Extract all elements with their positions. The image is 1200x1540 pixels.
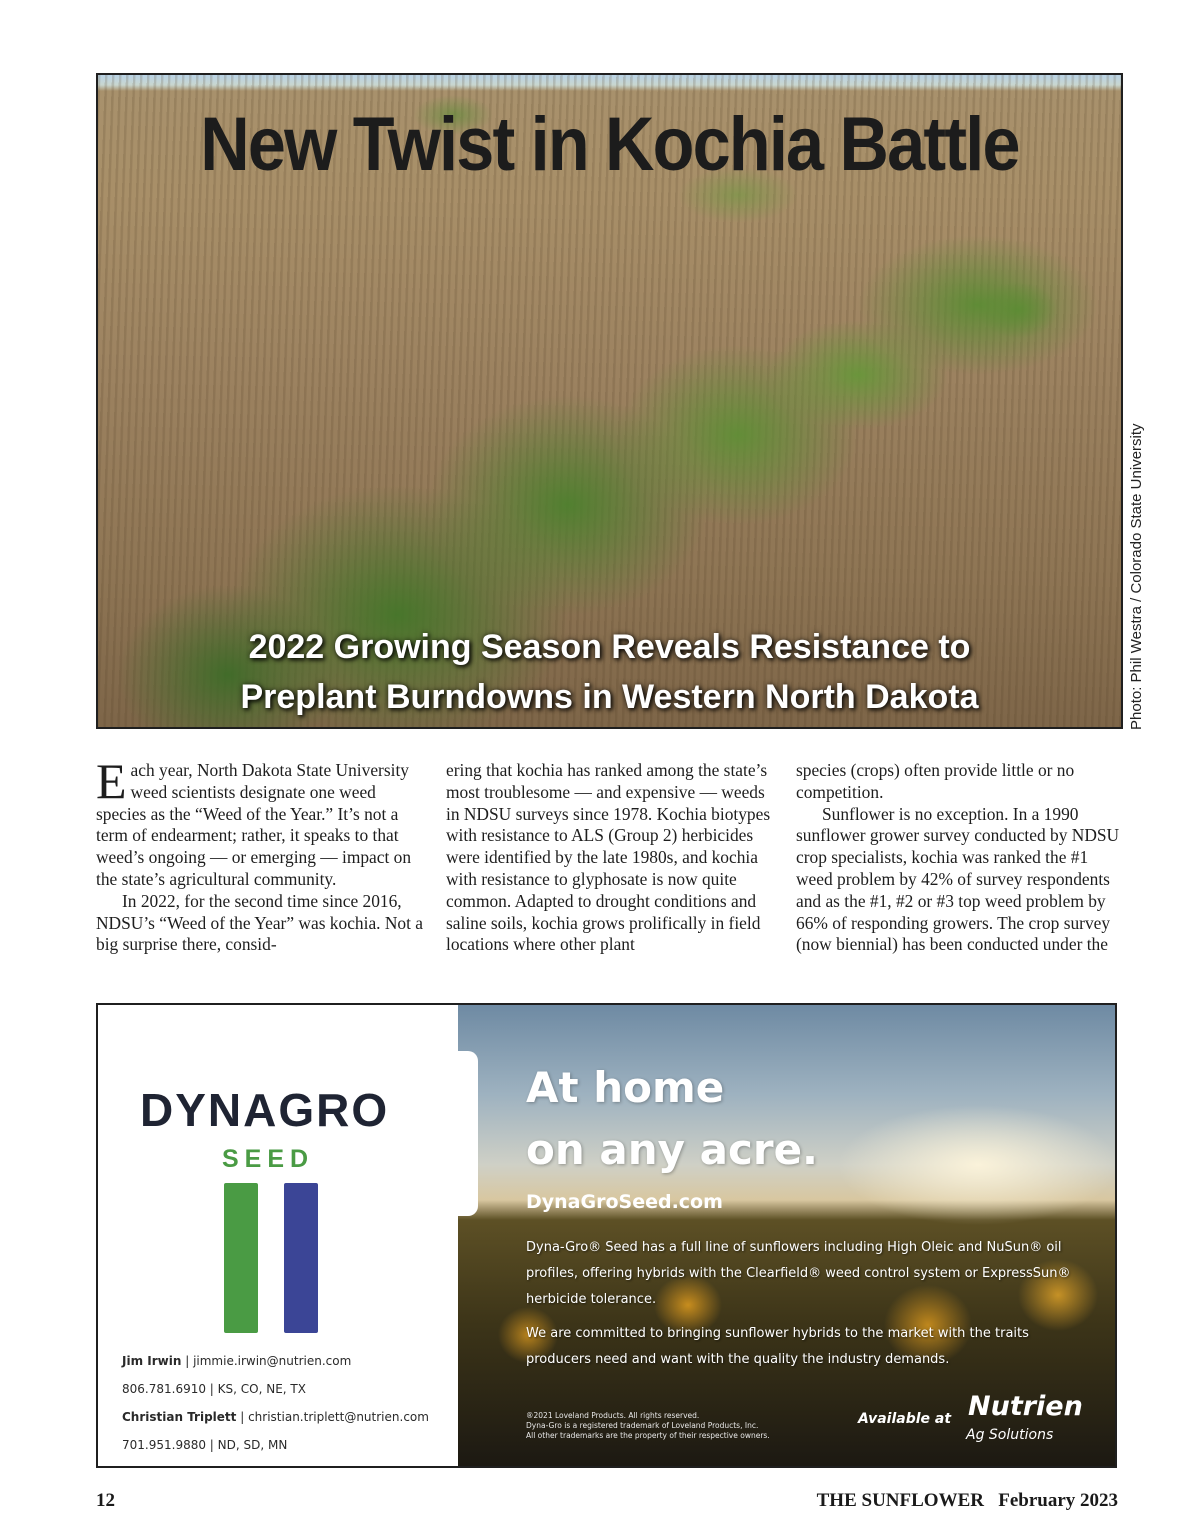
publication-name-date: THE SUNFLOWER February 2023 xyxy=(816,1490,1118,1511)
ad-sunflower-photo xyxy=(458,1005,1117,1466)
contact-2-name: Christian Triplett xyxy=(122,1410,237,1424)
subtitle-line-1: 2022 Growing Season Reveals Resistance to xyxy=(248,628,971,666)
contact-1-phone: 806.781.6910 | KS, CO, NE, TX xyxy=(122,1382,306,1396)
article-subtitle xyxy=(98,622,1121,722)
legal-line-3: All other trademarks are the property of their respective owners. xyxy=(526,1431,770,1440)
advertisement[interactable] xyxy=(96,1003,1117,1468)
dynagro-logo: DYNAGRO xyxy=(140,1084,390,1136)
available-at-label: Available at xyxy=(858,1411,952,1427)
paragraph-text: ach year, North Dakota State University weed scientists designate one weed species as the “Weed of the Year.” It’s not a term of endearment; rather, it speaks to that weed’s ongoing — or emerging — impact on the state’s agricultural community. xyxy=(96,760,412,889)
ad-copy-paragraph-2: We are committed to bringing sunflower hybrids to the market with the traits producers need and want with the quality the industry demands. xyxy=(526,1326,1029,1367)
ad-headline-line-1: At home xyxy=(526,1063,725,1112)
legal-line-2: Dyna-Gro is a registered trademark of Loveland Products, Inc. xyxy=(526,1421,759,1430)
paragraph: ering that kochia has ranked among the state’s most troublesome — and expensive — weeds in NDSU surveys since 1978. Kochia biotypes with resistance to ALS (Group 2) herbicides were identified by the late 1980s, and kochia with resistance to glyphosate is now quite common. Adapted to drought conditions and saline soils, kochia grows prolifically in field locations where other plant xyxy=(446,760,771,955)
dynagro-seed-label: SEED xyxy=(222,1145,315,1173)
logo-bar-green xyxy=(224,1183,258,1333)
contact-1-email[interactable]: jimmie.irwin@nutrien.com xyxy=(193,1354,352,1368)
paragraph: species (crops) often provide little or no competition. xyxy=(796,760,1075,802)
contact-2: Christian Triplett | christian.triplett@nutrien.com xyxy=(122,1410,429,1424)
photo-credit: Photo: Phil Westra / Colorado State University xyxy=(1128,423,1145,730)
ad-contacts xyxy=(122,1353,442,1465)
contact-2-phone: 701.951.9880 | ND, SD, MN xyxy=(122,1438,288,1452)
ad-website-link[interactable]: DynaGroSeed.com xyxy=(526,1191,723,1213)
article-title: New Twist in Kochia Battle xyxy=(200,102,1019,187)
article-column-2 xyxy=(446,760,776,956)
ad-legal-text xyxy=(526,1411,856,1441)
contact-2-email[interactable]: christian.triplett@nutrien.com xyxy=(248,1410,429,1424)
ad-headline-line-2: on any acre. xyxy=(526,1125,819,1174)
ad-copy-paragraph-1: Dyna-Gro® Seed has a full line of sunflowers including High Oleic and NuSun® oil profiles, offering hybrids with the Clearfield® weed control system or ExpressSun® herbicide tolerance. xyxy=(526,1240,1071,1307)
ad-copy xyxy=(526,1235,1096,1381)
article-column-1 xyxy=(96,753,426,956)
paragraph: In 2022, for the second time since 2016, NDSU’s “Weed of the Year” was kochia. Not a big surprise there, consid- xyxy=(96,890,424,955)
publication-footer xyxy=(817,1490,1118,1512)
ad-headline xyxy=(526,1057,1086,1181)
ad-panel-notch xyxy=(438,1051,478,1216)
subtitle-line-2: Preplant Burndowns in Western North Dakota xyxy=(240,678,979,716)
drop-cap: E xyxy=(96,753,127,809)
logo-bar-blue xyxy=(284,1183,318,1333)
page-number: 12 xyxy=(96,1490,115,1511)
paragraph: Sunflower is no exception. In a 1990 sunflower grower survey conducted by NDSU crop specialists, kochia was ranked the #1 weed problem by 42% of survey respondents and as the #1, #2 or #3 top weed problem by 66% of responding growers. The crop survey (now biennial) has been conducted under the xyxy=(796,803,1120,955)
paragraph xyxy=(96,753,426,891)
legal-line-1: ®2021 Loveland Products. All rights reserved. xyxy=(526,1411,700,1420)
contact-1-name: Jim Irwin xyxy=(122,1354,182,1368)
nutrien-ag-solutions-label: Ag Solutions xyxy=(966,1427,1054,1443)
contact-1: Jim Irwin | jimmie.irwin@nutrien.com xyxy=(122,1354,352,1368)
nutrien-logo: Nutrien xyxy=(968,1391,1083,1422)
hero-photo xyxy=(96,73,1123,729)
ad-brand-panel xyxy=(98,1005,458,1466)
article-column-3 xyxy=(796,760,1126,956)
